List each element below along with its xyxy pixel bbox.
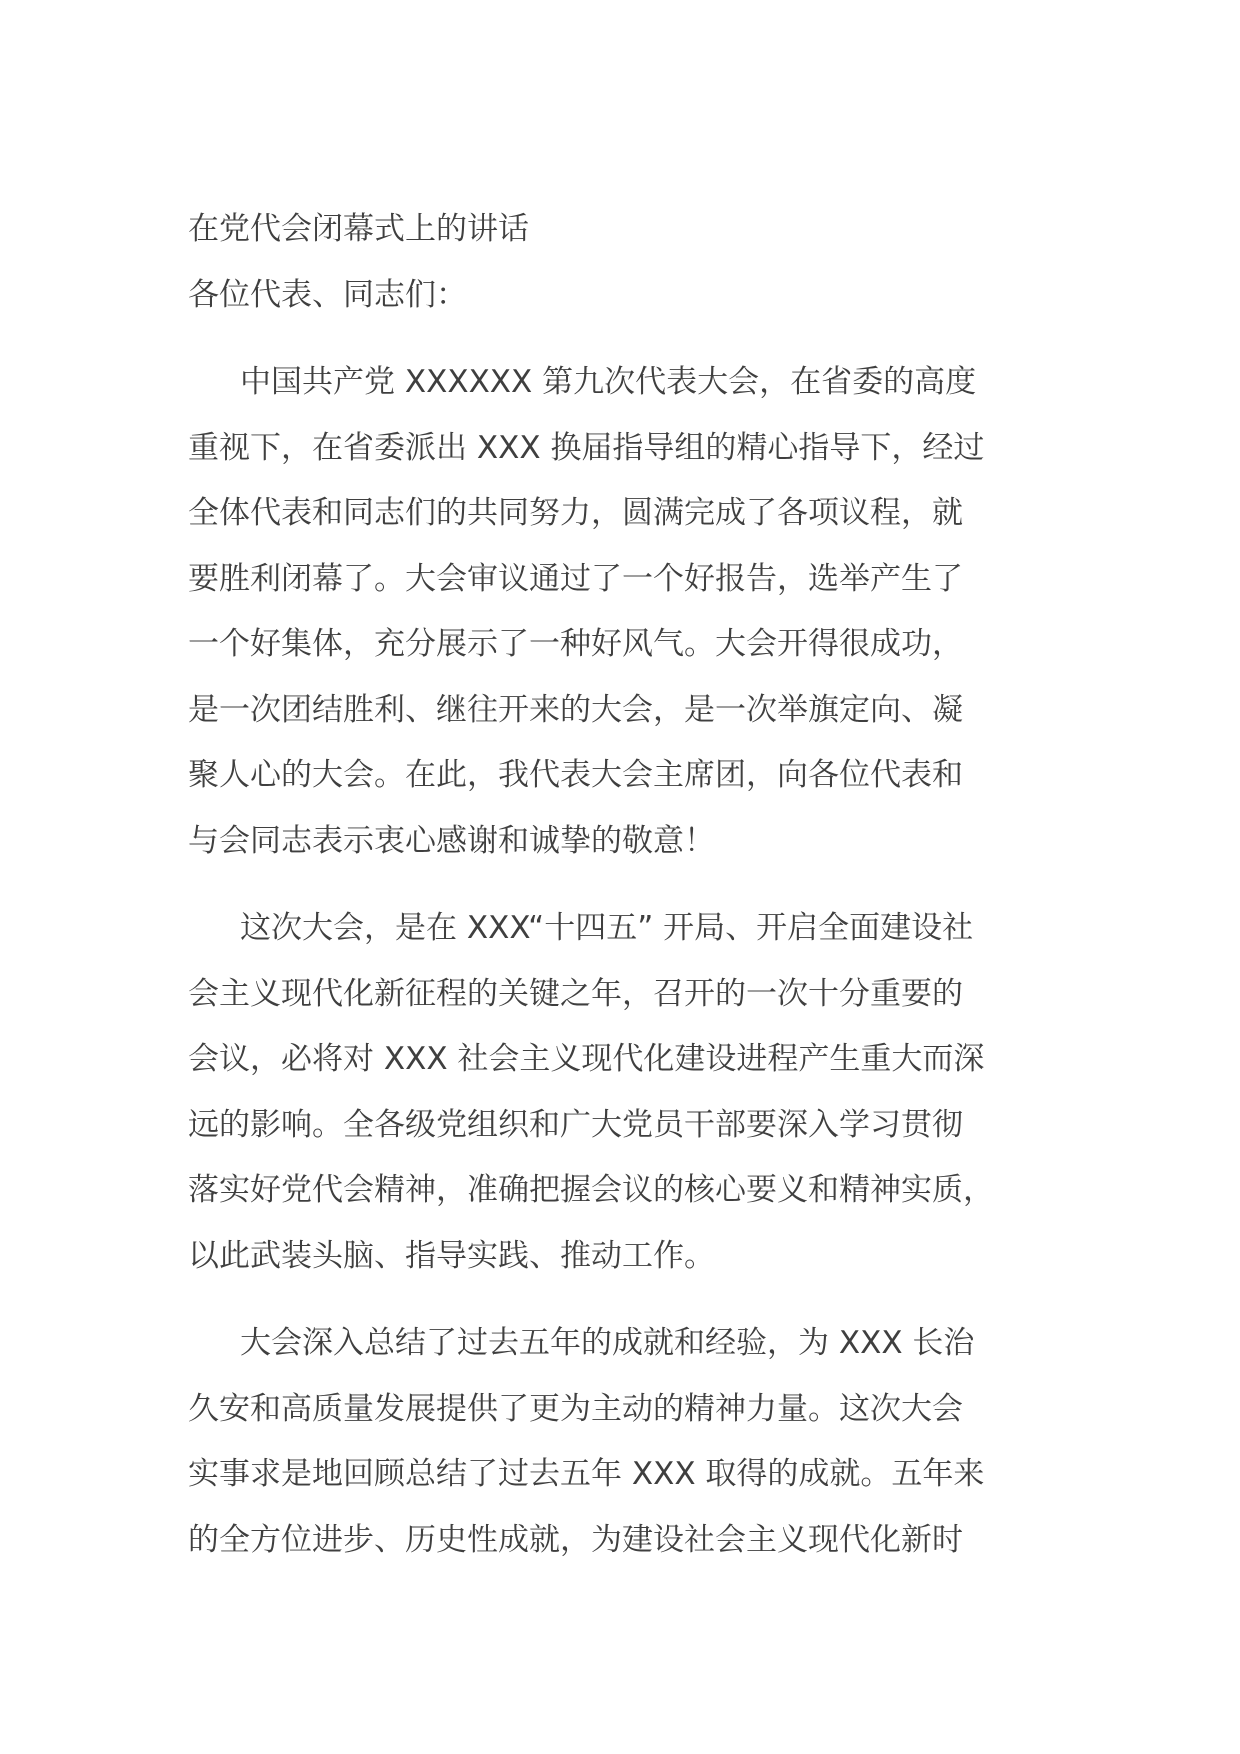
paragraph-line: 以此武装头脑、指导实践、推动工作。 xyxy=(188,1237,715,1274)
paragraph-line: 与会同志表示衷心感谢和诚挚的敬意！ xyxy=(188,822,715,859)
paragraph-line: 中国共产党 XXXXXX 第九次代表大会，在省委的高度 xyxy=(240,364,977,400)
paragraph-line: 久安和高质量发展提供了更为主动的精神力量。这次大会 xyxy=(188,1390,963,1427)
paragraph-line: 实事求是地回顾总结了过去五年 XXX 取得的成就。五年来 xyxy=(188,1456,985,1492)
paragraph-1 xyxy=(188,350,1058,874)
paragraph-3 xyxy=(188,1311,1058,1573)
paragraph-line: 会主义现代化新征程的关键之年，召开的一次十分重要的 xyxy=(188,975,963,1012)
paragraph-line: 的全方位进步、历史性成就，为建设社会主义现代化新时 xyxy=(188,1521,963,1558)
paragraph-line: 这次大会，是在 XXX“十四五” 开局、开启全面建设社 xyxy=(240,910,974,946)
paragraph-line: 聚人心的大会。在此，我代表大会主席团，向各位代表和 xyxy=(188,757,963,793)
salutation: 各位代表、同志们： xyxy=(188,277,467,313)
paragraph-line: 是一次团结胜利、继往开来的大会，是一次举旗定向、凝 xyxy=(188,691,963,728)
paragraph-2 xyxy=(188,896,1058,1289)
paragraph-line: 全体代表和同志们的共同努力，圆满完成了各项议程，就 xyxy=(188,495,963,531)
document-page xyxy=(188,196,1058,1595)
paragraph-line: 重视下，在省委派出 XXX 换届指导组的精心指导下，经过 xyxy=(188,429,985,466)
paragraph-line: 远的影响。全各级党组织和广大党员干部要深入学习贯彻 xyxy=(188,1106,963,1143)
paragraph-line: 会议，必将对 XXX 社会主义现代化建设进程产生重大而深 xyxy=(188,1041,985,1077)
paragraph-line: 要胜利闭幕了。大会审议通过了一个好报告，选举产生了 xyxy=(188,560,963,597)
paragraph-line: 一个好集体，充分展示了一种好风气。大会开得很成功， xyxy=(188,626,963,662)
document-title: 在党代会闭幕式上的讲话 xyxy=(188,211,529,247)
paragraph-line: 落实好党代会精神，准确把握会议的核心要义和精神实质， xyxy=(188,1172,994,1208)
paragraph-line: 大会深入总结了过去五年的成就和经验，为 XXX 长治 xyxy=(240,1325,975,1361)
